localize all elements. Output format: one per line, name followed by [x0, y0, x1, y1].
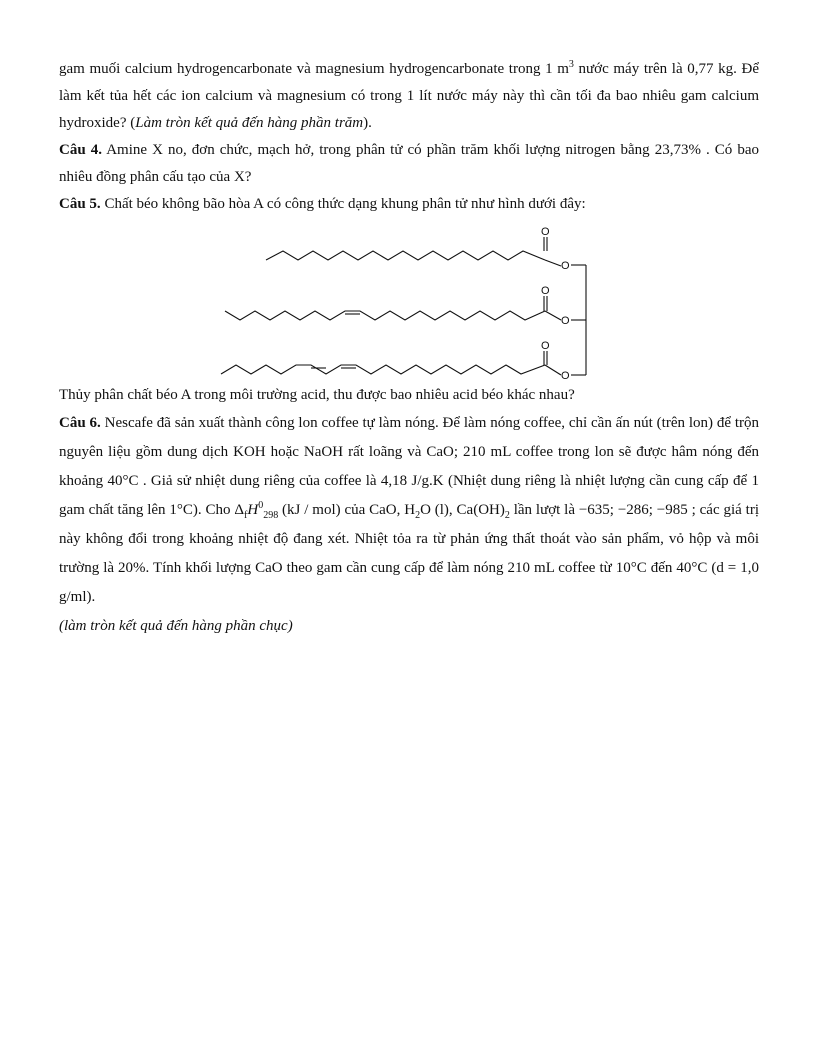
question-5-followup: Thủy phân chất béo A trong môi trường acid, thu được bao nhiêu acid béo khác nhau? [59, 387, 575, 403]
q6-sub-298: 298 [263, 510, 279, 521]
q3-text: gam muối calcium hydrogencarbonate và magnesium hydrogencarbonate trong 1 m [59, 61, 569, 77]
q6-text-2: (kJ / mol) của CaO, H [278, 502, 416, 518]
oxygen-label: O [561, 315, 570, 327]
q6-label: Câu 6. [59, 415, 101, 431]
oxygen-label: O [541, 226, 550, 238]
q6-text-4: lần lượt là −635; −286; −985 ; các giá trị này không đổi trong khoảng nhiệt độ đang xét. Nhiệt tỏa ra từ phản ứng thất thoát vào sản phẩm, vỏ hộp và môi trường là 20%. Tính khối lượng CaO theo gam cần cung cấp để làm nóng 210 mL coffee từ 10°C đến 40°C (d = 1,0 g/ml). [59, 502, 759, 605]
q6-enthalpy-symbol: H [247, 502, 259, 518]
q3-rounding-note: Làm tròn kết quả đến hàng phần trăm [135, 115, 364, 131]
question-4 [59, 137, 759, 191]
oxygen-label: O [541, 340, 550, 352]
q3-superscript: 3 [568, 59, 574, 70]
q6-text-1: Nescafe đã sản xuất thành công lon coffee tự làm nóng. Để làm nóng coffee, chỉ cần ấn nút (trên lon) để trộn nguyên liệu gồm dung dịch KOH hoặc NaOH rất loãng và CaO; 210 mL coffee trong lon sẽ được hâm nóng đến khoảng 40°C . Giả sử nhiệt dung riêng của coffee là 4,18 J/g.K (Nhiệt dung riêng là nhiệt lượng cần cung cấp để 1 gam chất tăng lên 1°C). Cho Δ [59, 415, 759, 518]
question-6 [59, 409, 759, 641]
q6-rounding-note: (làm tròn kết quả đến hàng phần chục) [59, 618, 293, 634]
question-5 [59, 191, 759, 218]
q3-text-2: nước máy trên là 0,77 kg. Để làm kết tủa hết các ion calcium và magnesium có trong 1 lít nước máy này thì cần tối đa bao nhiêu gam calcium hydroxide? ( [59, 61, 760, 131]
fatty-acid-chain-3 [221, 365, 545, 374]
q3-end: ). [363, 115, 372, 131]
q6-sup-0: 0 [258, 500, 264, 511]
fatty-acid-chain-2 [225, 311, 545, 320]
triglyceride-skeletal-structure [219, 220, 591, 382]
document-page [59, 56, 759, 641]
question-3-tail [59, 56, 759, 137]
q5-label: Câu 5. [59, 196, 101, 212]
fatty-acid-chain-1 [266, 251, 545, 260]
q6-text-3: O (l), Ca(OH) [420, 502, 505, 518]
oxygen-label: O [561, 370, 570, 382]
q6-sub-2a: 2 [415, 510, 421, 521]
oxygen-label: O [561, 260, 570, 272]
q5-text: Chất béo không bão hòa A có công thức dạng khung phân tử như hình dưới đây: [100, 196, 586, 212]
q6-sub-2b: 2 [504, 510, 510, 521]
q4-text: Amine X no, đơn chức, mạch hở, trong phân tử có phần trăm khối lượng nitrogen bằng 23,73% . Có bao nhiêu đồng phân cấu tạo của X? [59, 142, 759, 185]
q6-sub-f: f [244, 510, 248, 521]
oxygen-label: O [541, 285, 550, 297]
q4-label: Câu 4. [59, 142, 102, 158]
